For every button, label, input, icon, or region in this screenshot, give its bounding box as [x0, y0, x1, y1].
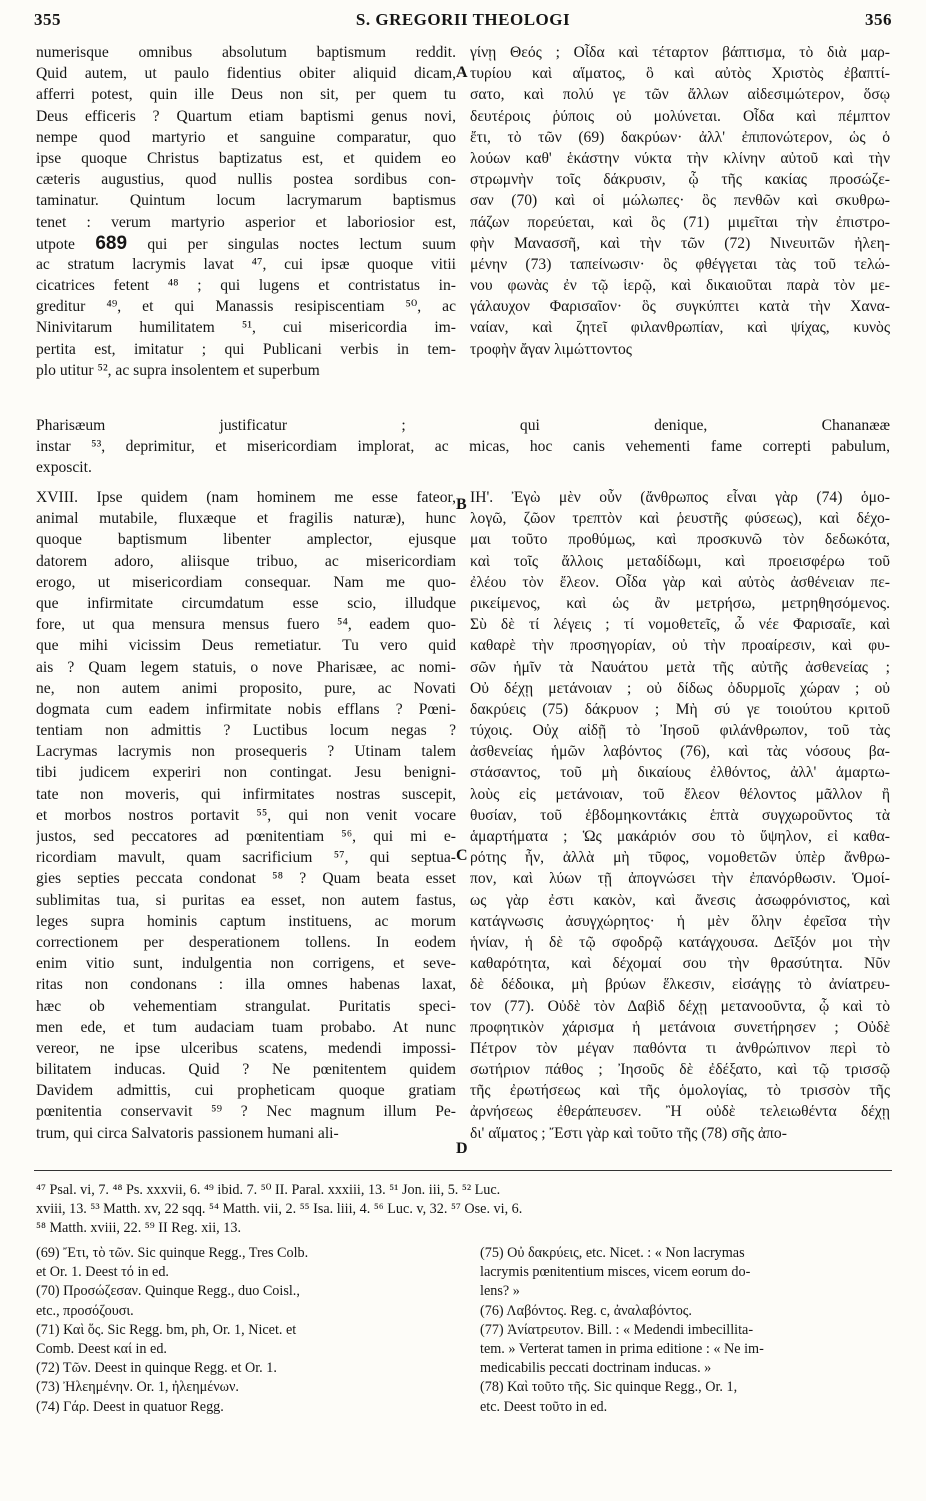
- variant-note-line: (70) Προσώζεσαν. Quinque Regg., duo Coisl.,: [36, 1283, 300, 1300]
- greek-line: ρικείμενος, καὶ ὡς ἂν μετρήσω, μετρηθησόμενος.: [470, 594, 890, 612]
- latin-line: taminatur. Quintum locum lacrymarum baptismus: [36, 192, 456, 210]
- latin-line: cæteris augustius, quod nullis postea sordibus con-: [36, 171, 456, 189]
- variant-note-line: (72) Τῶν. Deest in quinque Regg. et Or. 1.: [36, 1360, 277, 1377]
- greek-line: μένην (73) ταπείνωσιν· ὃς φθέγγεται τὰς τοῦ τελώ-: [470, 255, 890, 273]
- variant-note-line: (74) Γάρ. Deest in quatuor Regg.: [36, 1398, 224, 1415]
- variant-note-line: etc. Deest τοῦτο in ed.: [480, 1398, 608, 1415]
- latin-line: Deus efficeris ? Quartum etiam baptismi genus novi,: [36, 107, 456, 125]
- latin-line: dogmata cum eadem infirmitate nobis efflans ? Pœni-: [36, 700, 456, 718]
- latin-line: et morbos nostros portavit ⁵⁵, qui non venit vocare: [36, 806, 456, 824]
- greek-line: ἔτι, τὸ τῶν (69) δακρύων· ἀλλ' ἐπιπονώτερον, ὡς ὁ: [470, 128, 890, 146]
- greek-line: ἀρνήσεως ἐθεράπευσεν. Ἢ οὐδὲ τελειωθέντα δέχῃ: [470, 1103, 890, 1121]
- greek-line: τῆς ἐρωτήσεως καὶ τῆς ὁμολογίας, τὸ τρισσὸν τῆς: [470, 1082, 890, 1100]
- page-number-left: 355: [34, 10, 61, 29]
- greek-line: πον, καὶ λύων τῇ ἀπογνώσει τὴν ἐπανόρθωσιν. Ὁμοί-: [470, 870, 890, 888]
- greek-line: ως γὰρ ἐστι κακὸν, καὶ ἄνεσις ἀσωφρόνιστος, καὶ: [470, 891, 890, 909]
- latin-line: fore, ut qua mensura mensus fuero ⁵⁴, eadem quo-: [36, 616, 456, 634]
- scripture-notes: [36, 1181, 890, 1239]
- greek-line: στρωμνὴν τοῖς δάκρυσιν, ᾧ τῆς κακίας προσώζε-: [470, 171, 890, 189]
- latin-line-start: utpote: [36, 235, 75, 253]
- greek-line: κατάγνωσις ἀσυγχώρητος· ἡ μὲν ὅλην ἐφεῖσα τὴν: [470, 912, 890, 930]
- greek-line: ναίαν, καὶ ζητεῖ φιλανθρωπίαν, καὶ ψίχας, κυνὸς: [470, 319, 890, 337]
- greek-line: Πέτρον τὸν μέγαν παθόντα τι ἀνθρώπινον περὶ τὸ: [470, 1039, 890, 1057]
- greek-line: θυσίαν, τοῦ ἑβδομηκοντάκις ἑπτὰ συγχωροῦντος τὰ: [470, 806, 890, 824]
- greek-line: γάλαυχον Φαρισαῖον· ὃς συγκύπτει κατὰ τὴν Χανα-: [470, 298, 890, 316]
- variant-notes-left: [36, 1244, 456, 1417]
- latin-line: que infirmitate circumdatum esse scio, illudque: [36, 594, 456, 612]
- latin-line: Davidem admittis, cui propheticam quoque gratiam: [36, 1082, 456, 1100]
- latin-line: numerisque omnibus absolutum baptismum reddit.: [36, 44, 456, 61]
- greek-line: ἁμαρτήματα ; Ὡς μακάριόν σου τὸ ὕψηλον, εἰ καθα-: [470, 828, 890, 845]
- latin-line: Ninivitarum humilitatem ⁵¹, cui misericordia im-: [36, 319, 456, 337]
- latin-line: trum, qui circa Salvatoris passionem humani ali-: [36, 1124, 339, 1142]
- latin-line: erogo, ut misericordiam consequar. Nam me quo-: [36, 573, 456, 591]
- footnote-divider: [34, 1170, 892, 1171]
- greek-line: λογῶ, ζῶον τρεπτὸν καὶ ῥευστῆς φύσεως), καὶ δέχο-: [470, 510, 890, 528]
- scripture-note-line: ⁵⁸ Matth. xviii, 22. ⁵⁹ II Reg. xii, 13.: [36, 1220, 241, 1237]
- greek-line: προφητικὸν χάρισμα ἡ μετάνοια συνετήρησεν ; Οὐδὲ: [470, 1018, 890, 1036]
- variant-note-line: (76) Λαβόντος. Reg. c, ἀναλαβόντος.: [480, 1302, 692, 1319]
- latin-line: pœnitentia conservavit ⁵⁹ ? Nec magnum illum Pe-: [36, 1103, 456, 1121]
- latin-line: tibi judicem experiri non contingat. Jesu benigni-: [36, 764, 456, 782]
- greek-line: πάζων πορεύεται, καὶ ὃς (71) μιμεῖται τὴν ἐπιστρο-: [470, 213, 890, 231]
- latin-line: greditur ⁴⁹, et qui Manassis resipiscentiam ⁵⁰, ac: [36, 298, 456, 316]
- variant-note-line: (78) Καὶ τοῦτο τῆς. Sic quinque Regg., Or. 1,: [480, 1379, 738, 1396]
- latin-line: ac stratum lacrymis lavat ⁴⁷, cui ipsæ quoque vitii: [36, 255, 456, 273]
- greek-line: γίνῃ Θεός ; Οἶδα καὶ τέταρτον βάπτισμα, τὸ διὰ μαρ-: [470, 44, 890, 61]
- greek-line: μαι τοῦτο προθύμως, καὶ προσκυνῶ τὸν δεδωκότα,: [470, 531, 890, 549]
- greek-line: ρότης ἦν, ἀλλὰ μὴ τῦφος, νομοθετῶν ὑπὲρ ἄνθρω-: [470, 849, 890, 867]
- latin-line: correctionem per desperationem tollens. In eodem: [36, 933, 456, 951]
- variant-note-line: (73) Ἠλεημένην. Or. 1, ἠλεημένων.: [36, 1379, 239, 1396]
- latin-line: que mihi vicissim Deus remetiatur. Tu vero quid: [36, 637, 456, 655]
- margin-letter-c: C: [456, 847, 468, 864]
- latin-line: animal mutabile, fluxæque et fragilis naturæ), hunc: [36, 510, 456, 528]
- greek-line: τον (77). Οὐδὲ τὸν Δαβὶδ δέχῃ μετανοοῦντα, ᾧ καὶ τὸ: [470, 997, 890, 1015]
- greek-line: ἡνίαν, ἡ δὲ τῷ σφοδρῷ κατάγχουσα. Δεῖξόν μοι τὴν: [470, 933, 890, 951]
- variant-note-line: tem. » Verterat tamen in prima editione : « Ne im-: [480, 1341, 764, 1358]
- latin-line: ritas non condonans : illa omnes habenas laxat,: [36, 976, 456, 994]
- greek-column-top: [470, 42, 890, 360]
- latin-line: men ede, et tum audaciam tuam probabo. At nunc: [36, 1018, 456, 1036]
- greek-line: σωτήριον πάθος ; Ἰησοῦς δὲ ἐδέξατο, καὶ τῷ τρισσῷ: [470, 1061, 890, 1079]
- latin-line: pertita est, imitatur ; qui Publicani verbis in tem-: [36, 340, 456, 358]
- column-page-marker: 689: [95, 232, 128, 254]
- greek-line: ἐλέου τὸν ἔλεον. Οἶδα γὰρ καὶ αὐτὸς ἀσθένειαν πε-: [470, 573, 890, 591]
- latin-line: ne, non autem animi proposito, pure, ac Novati: [36, 679, 456, 697]
- greek-line: σαν (70) καὶ οἱ μώλωπες· ὃς πενθῶν καὶ σκυθρω-: [470, 192, 890, 210]
- full-width-line: exposcit.: [36, 459, 92, 477]
- scripture-note-line: xviii, 13. ⁵³ Matth. xv, 22 sqq. ⁵⁴ Matth. vii, 2. ⁵⁵ Isa. liii, 4. ⁵⁶ Luc. v, 32. ⁵⁷ Ose. vi, 6.: [36, 1201, 523, 1218]
- page-header: [34, 10, 892, 36]
- latin-line: bilitatem inducas. Quid ? Ne pœnitentem quidem: [36, 1061, 456, 1079]
- latin-line: sublimitas tua, si puritas ea esset, non autem fastus,: [36, 891, 456, 909]
- variant-note-line: lacrymis pœnitentium misces, vicem eorum do-: [480, 1264, 751, 1281]
- greek-line: δευτέροις ῥύποις οὐ μολύνεται. Οἶδα καὶ πέμπτον: [470, 107, 890, 125]
- latin-line: tate non moveris, qui infirmitates nostras suscepit,: [36, 785, 456, 803]
- scripture-note-line: ⁴⁷ Psal. vi, 7. ⁴⁸ Ps. xxxvii, 6. ⁴⁹ ibid. 7. ⁵⁰ II. Paral. xxxiii, 13. ⁵¹ Jon. iii, 5. ⁵² Luc.: [36, 1182, 501, 1198]
- greek-line: στάσαντος, τοῦ μὴ δικαίους ἐλθόντος, ἀλλ' ἁμαρτω-: [470, 764, 890, 782]
- greek-line: καθαρότητα, καὶ δέχομαί σου τὴν θρασύτητα. Νῦν: [470, 955, 890, 973]
- greek-line: δι' αἵματος ; Ἔστι γὰρ καὶ τοῦτο τῆς (78) σῆς ἀπο-: [470, 1124, 787, 1142]
- running-title: S. GREGORII THEOLOGI: [355, 10, 571, 29]
- latin-line: vereor, ne ipse ulceribus scatens, medendi impossi-: [36, 1039, 456, 1057]
- greek-line: ΙΗ'. Ἐγὼ μὲν οὖν (ἄνθρωπος εἶναι γὰρ (74) ὁμο-: [470, 489, 890, 506]
- variant-note-line: (77) Ἀνίατρευτον. Bill. : « Medendi imbecillita-: [480, 1321, 754, 1338]
- latin-line: ais ? Quam legem statuis, o nove Pharisæe, ac nomi-: [36, 658, 456, 676]
- variant-note-line: etc., προσόζουσι.: [36, 1302, 134, 1319]
- variant-note-line: (71) Καὶ ὅς. Sic Regg. bm, ph, Or. 1, Nicet. et: [36, 1321, 297, 1338]
- variant-notes-right: [480, 1244, 890, 1417]
- greek-line: νου φωνὰς ἐν τῷ ἱερῷ, καὶ δικαιοῦται παρὰ τὸν με-: [470, 277, 890, 295]
- variant-note-line: (75) Οὐ δακρύεις, etc. Nicet. : « Non lacrymas: [480, 1245, 745, 1261]
- margin-letter-d: D: [456, 1140, 468, 1157]
- latin-line: afferri potest, quin ille Deus non sit, per quem tu: [36, 86, 456, 104]
- latin-column-top: [36, 42, 456, 381]
- greek-line: δὲ δέδοικα, μὴ βρύων ἕλκεσιν, εἰσάγῃς τὸ ἀνίατρευ-: [470, 976, 890, 994]
- latin-line: enim vitio sunt, indulgentia non corrigens, et seve-: [36, 955, 456, 973]
- variant-note-line: et Or. 1. Deest τό in ed.: [36, 1264, 169, 1281]
- latin-line: tentiam non admittis ? Luctibus locum negas ?: [36, 722, 456, 740]
- greek-line: λούων καθ' ἑκάστην νύκτα τὴν κλίνην αὐτοῦ καὶ τὴν: [470, 149, 890, 167]
- margin-letter-b: B: [456, 496, 467, 513]
- greek-column-main: [470, 487, 890, 1144]
- full-width-line: Pharisæum justificatur ; qui denique, Chananææ: [36, 417, 890, 434]
- greek-line: λοὺς εἰς μετάνοιαν, τοῦ ἔλεον θέλοντος μᾶλλον ἢ: [470, 785, 890, 803]
- greek-line: Οὐ δέχῃ μετάνοιαν ; οὐ δίδως ὀδυρμοῖς χώραν ; οὐ: [470, 679, 890, 697]
- page-number-right: 356: [865, 10, 892, 29]
- greek-line: καθαρὲ τὴν προσηγορίαν, οὐ τὴν προαίρεσιν, καὶ φυ-: [470, 637, 890, 655]
- latin-line: XVIII. Ipse quidem (nam hominem me esse fateor,: [36, 489, 456, 506]
- variant-note-line: (69) Ἔτι, τὸ τῶν. Sic quinque Regg., Tres Colb.: [36, 1245, 309, 1261]
- latin-line: quoque baptismum libenter amplector, ejusque: [36, 531, 456, 549]
- latin-line: plo utitur ⁵², ac supra insolentem et superbum: [36, 361, 320, 379]
- greek-line: φὴν Μανασσῆ, καὶ τὴν τῶν (72) Νινευιτῶν ἠλεη-: [470, 234, 890, 252]
- variant-note-line: medicabilis peccati doctrinam inducas. »: [480, 1360, 712, 1377]
- latin-line: leges supra hominis captum instituens, ac morum: [36, 912, 456, 930]
- latin-line: hæc ob vehementiam strangulat. Puritatis speci-: [36, 997, 456, 1015]
- variant-note-line: lens? »: [480, 1283, 520, 1300]
- greek-line: Σὺ δὲ τί λέγεις ; τί νομοθετεῖς, ὦ νέε Φαρισαῖε, καὶ: [470, 616, 890, 634]
- latin-line: gies septies peccata condonat ⁵⁸ ? Quam beata esset: [36, 870, 456, 888]
- full-width-lines: [36, 415, 890, 479]
- latin-line: nempe quod martyrio et sanguine comparatur, quo: [36, 128, 456, 146]
- variant-note-line: Comb. Deest καί in ed.: [36, 1341, 167, 1358]
- latin-line: cicatrices fetent ⁴⁸ ; qui lugens et contristatus in-: [36, 277, 456, 295]
- greek-line: τύχοις. Οὐχ αἰδῇ τὸ Ἰησοῦ φιλάνθρωπον, τοῦ τὰς: [470, 722, 890, 740]
- latin-line: datorem adoro, aliisque tribuo, ac misericordiam: [36, 552, 456, 570]
- greek-line: σῶν ἡμῖν τὰ Ναυάτου μετὰ τῆς αὐτῆς ἀσθενείας ;: [470, 658, 890, 676]
- latin-line: [36, 233, 456, 254]
- margin-letter-a: A: [456, 64, 468, 81]
- greek-line: δακρύεις (75) δάκρυον ; Μὴ σύ γε τοιούτου κριτοῦ: [470, 700, 890, 718]
- greek-line: ἀσθενείας ἡμῶν λαβόντος (76), καὶ τὰς νόσους βα-: [470, 743, 890, 761]
- greek-line: τροφὴν ἄγαν λιμώττοντος: [470, 340, 632, 358]
- latin-line: tenet : verum martyrio asperior et laboriosior est,: [36, 213, 456, 231]
- latin-line: ipse quoque Christus baptizatus est, et quidem eo: [36, 149, 456, 167]
- latin-line-rest: qui per singulas noctes lectum suum: [147, 235, 456, 253]
- latin-column-main: [36, 487, 456, 1144]
- greek-line: τυρίου καὶ αἵματος, ὃ καὶ αὐτὸς Χριστὸς ἐβαπτί-: [470, 65, 890, 83]
- full-width-line: instar ⁵³, deprimitur, et misericordiam implorat, ac micas, hoc canis vehementi fame correpti pabulum,: [36, 438, 890, 456]
- latin-line: Lacrymas lacrymis non prosequeris ? Utinam talem: [36, 743, 456, 761]
- latin-line: justos, sed peccatores ad pœnitentiam ⁵⁶, qui mi e-: [36, 828, 456, 845]
- latin-line: ricordiam mavult, quam sacrificium ⁵⁷, qui septua-: [36, 849, 456, 867]
- greek-line: καὶ τοῖς ἄλλοις μεταδίδωμι, καὶ προεισφέρω τοῦ: [470, 552, 890, 570]
- latin-line: Quid autem, ut paulo fidentius obiter aliquid dicam,: [36, 65, 456, 83]
- greek-line: σατο, καὶ πολύ γε τῶν ἄλλων αἰδεσιμώτερον, ὅσῳ: [470, 86, 890, 104]
